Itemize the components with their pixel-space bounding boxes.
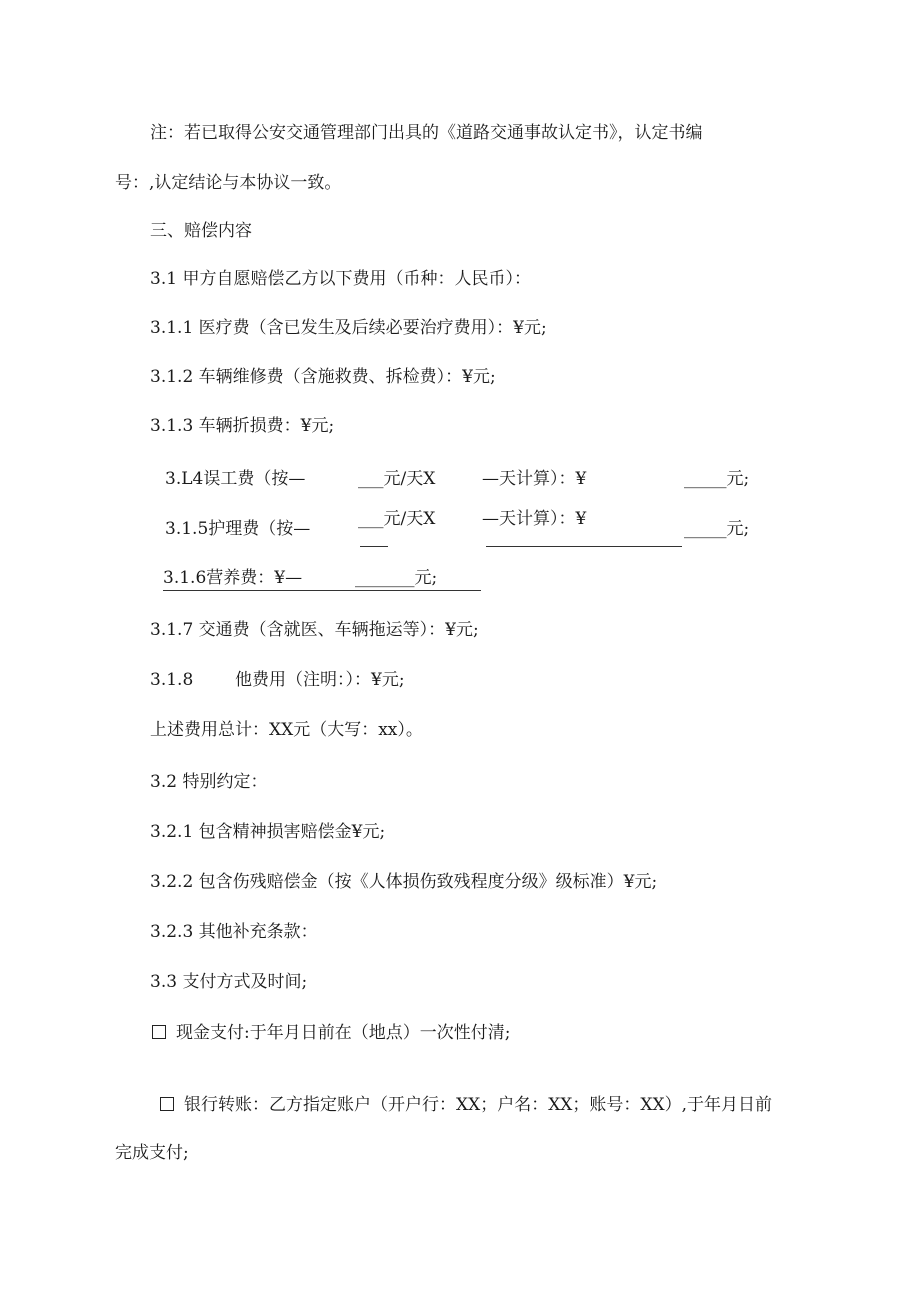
item-3-1-4-rate: ___元/天X [358, 469, 436, 489]
item-3-1-5-days-underline [486, 546, 682, 547]
item-3-1-8-text: 他费用（注明：）：¥元; [235, 670, 405, 690]
item-3-1-5-rate-underline [360, 546, 388, 547]
item-3-1-5-amount: _____元; [684, 519, 750, 539]
item-3-1-6-label: 3.1.6营养费：¥— [163, 568, 303, 588]
item-3-1-4-amount: _____元; [684, 469, 750, 489]
item-3-1-6-underline [163, 590, 481, 591]
cash-checkbox[interactable] [152, 1025, 166, 1039]
item-3-1-3: 3.1.3 车辆折损费：¥元; [150, 416, 335, 436]
item-3-2-2: 3.2.2 包含伤残赔偿金（按《人体损伤致残程度分级》级标准）¥元; [150, 872, 658, 892]
item-3-1-5-label: 3.1.5护理费（按— [165, 519, 311, 539]
fee-total: 上述费用总计：XX元（大写：xx）。 [150, 720, 423, 740]
item-3-1-2: 3.1.2 车辆维修费（含施救费、拆检费）：¥元; [150, 367, 496, 387]
item-3-1-4-days: —天计算）：¥ [482, 469, 587, 489]
item-3-1-7: 3.1.7 交通费（含就医、车辆拖运等）：¥元; [150, 620, 479, 640]
item-3-1-5-days: —天计算）：¥ [482, 509, 587, 529]
section-3-title: 三、赔偿内容 [150, 221, 252, 241]
item-3-1-5-rate: ___元/天X [358, 509, 436, 529]
item-3-1-1: 3.1.1 医疗费（含已发生及后续必要治疗费用）：¥元; [150, 318, 547, 338]
payment-cash-text: 现金支付:于年月日前在（地点）一次性付清; [176, 1023, 511, 1043]
item-3-1-6-amount: _______元; [355, 568, 438, 588]
payment-bank-text-2: 完成支付; [115, 1143, 189, 1163]
item-3-2-3: 3.2.3 其他补充条款： [150, 922, 318, 942]
payment-bank-text-1: 银行转账：乙方指定账户（开户行：XX；户名：XX；账号：XX）,于年月日前 [184, 1095, 773, 1115]
item-3-3: 3.3 支付方式及时间; [150, 972, 308, 992]
item-3-1-4-label: 3.L4误工费（按— [165, 469, 306, 489]
note-line-2: 号：,认定结论与本协议一致。 [115, 173, 342, 193]
item-3-2: 3.2 特别约定： [150, 772, 268, 792]
item-3-1-8-number: 3.1.8 [150, 670, 194, 690]
bank-checkbox[interactable] [160, 1097, 174, 1111]
payment-cash-option [152, 1021, 510, 1045]
payment-bank-option [160, 1093, 772, 1117]
item-3-2-1: 3.2.1 包含精神损害赔偿金¥元; [150, 822, 386, 842]
note-line-1: 注：若已取得公安交通管理部门出具的《道路交通事故认定书》，认定书编 [150, 123, 703, 143]
item-3-1: 3.1 甲方自愿赔偿乙方以下费用（币种：人民币）： [150, 269, 531, 289]
